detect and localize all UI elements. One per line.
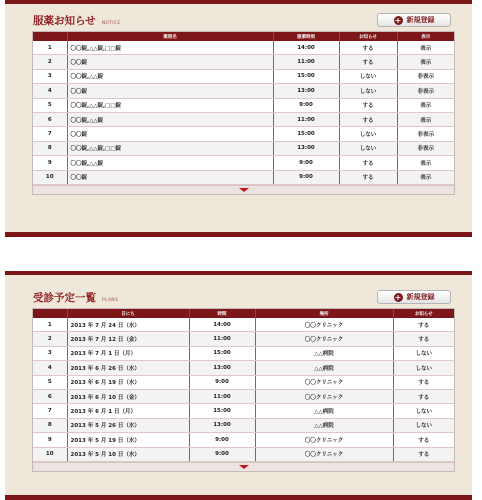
row-number: 3 — [33, 346, 67, 360]
panel-top-bar — [5, 271, 472, 275]
display-setting: 表示 — [397, 112, 454, 126]
plans-title — [33, 290, 118, 305]
drug-names: 〇〇錠 — [67, 127, 273, 141]
visit-date: 2013 年 5 月 10 日（水） — [67, 447, 189, 461]
drug-names: 〇〇錠,△△錠 — [67, 112, 273, 126]
drug-names: 〇〇錠,△△錠 — [67, 69, 273, 83]
visit-date: 2013 年 7 月 1 日（月） — [67, 346, 189, 360]
notify-setting: する — [339, 98, 397, 112]
header-display: 表示 — [397, 32, 454, 41]
row-number: 9 — [33, 433, 67, 447]
row-number: 9 — [33, 156, 67, 170]
visit-date: 2013 年 7 月 12 日（金） — [67, 332, 189, 346]
visit-time: 11:00 — [189, 332, 255, 346]
table-row[interactable] — [33, 361, 454, 375]
visit-date: 2013 年 6 月 19 日（水） — [67, 375, 189, 389]
visit-place: △△病院 — [255, 404, 393, 418]
table-row[interactable] — [33, 389, 454, 403]
header-place: 場所 — [255, 309, 393, 318]
notify-setting: する — [393, 375, 454, 389]
visit-time: 13:00 — [189, 418, 255, 432]
table-row[interactable] — [33, 404, 454, 418]
table-row[interactable] — [33, 84, 454, 98]
plans-more-button[interactable] — [33, 462, 454, 471]
display-setting: 非表示 — [397, 84, 454, 98]
display-setting: 表示 — [397, 55, 454, 69]
notify-setting: しない — [393, 361, 454, 375]
notice-title-text: 服薬お知らせ — [33, 15, 96, 27]
row-number: 10 — [33, 170, 67, 184]
table-row[interactable] — [33, 141, 454, 155]
notify-setting: しない — [339, 141, 397, 155]
visit-place: △△病院 — [255, 346, 393, 360]
table-row[interactable] — [33, 375, 454, 389]
visit-time: 15:00 — [189, 404, 255, 418]
notify-setting: しない — [393, 418, 454, 432]
plus-circle-icon: + — [394, 15, 402, 25]
notice-add-label: 新規登録 — [406, 16, 435, 24]
row-number: 4 — [33, 84, 67, 98]
visit-time: 14:00 — [189, 318, 255, 332]
notify-setting: する — [393, 332, 454, 346]
row-number: 2 — [33, 55, 67, 69]
display-setting: 表示 — [397, 170, 454, 184]
row-number: 5 — [33, 375, 67, 389]
table-row[interactable] — [33, 98, 454, 112]
row-number: 10 — [33, 447, 67, 461]
notify-setting: する — [339, 170, 397, 184]
notice-title-en: NOTICE — [101, 21, 121, 26]
panel-bottom-bar — [5, 232, 472, 237]
visit-place: △△病院 — [255, 361, 393, 375]
table-row[interactable] — [33, 433, 454, 447]
row-number: 8 — [33, 418, 67, 432]
table-row[interactable] — [33, 55, 454, 69]
drug-names: 〇〇錠,△△錠 — [67, 156, 273, 170]
plans-panel — [5, 271, 472, 500]
visit-place: 〇〇クリニック — [255, 447, 393, 461]
table-row[interactable] — [33, 156, 454, 170]
table-row[interactable] — [33, 170, 454, 184]
header-notify: お知らせ — [339, 32, 397, 41]
visit-time: 11:00 — [189, 389, 255, 403]
dose-time: 9:00 — [273, 98, 339, 112]
notify-setting: する — [393, 447, 454, 461]
visit-date: 2013 年 6 月 26 日（水） — [67, 361, 189, 375]
plans-title-text: 受診予定一覧 — [33, 292, 96, 304]
display-setting: 表示 — [397, 98, 454, 112]
display-setting: 表示 — [397, 156, 454, 170]
display-setting: 非表示 — [397, 141, 454, 155]
triangle-down-icon — [239, 465, 249, 469]
dose-time: 13:00 — [273, 141, 339, 155]
row-number: 3 — [33, 69, 67, 83]
header-time: 服薬時刻 — [273, 32, 339, 41]
row-number: 2 — [33, 332, 67, 346]
drug-names: 〇〇錠 — [67, 170, 273, 184]
notify-setting: しない — [339, 69, 397, 83]
dose-time: 9:00 — [273, 170, 339, 184]
table-row[interactable] — [33, 418, 454, 432]
visit-date: 2013 年 5 月 19 日（水） — [67, 433, 189, 447]
drug-names: 〇〇錠 — [67, 55, 273, 69]
header-no — [33, 32, 67, 41]
table-row[interactable] — [33, 447, 454, 461]
notify-setting: する — [339, 41, 397, 55]
notice-header-row — [33, 32, 454, 41]
table-row[interactable] — [33, 41, 454, 55]
dose-time: 11:00 — [273, 112, 339, 126]
visit-time: 13:00 — [189, 361, 255, 375]
visit-time: 9:00 — [189, 433, 255, 447]
plans-add-label: 新規登録 — [406, 293, 435, 301]
visit-time: 15:00 — [189, 346, 255, 360]
notify-setting: する — [339, 55, 397, 69]
visit-time: 9:00 — [189, 447, 255, 461]
notify-setting: する — [339, 156, 397, 170]
row-number: 5 — [33, 98, 67, 112]
panel-top-bar — [5, 0, 472, 4]
display-setting: 非表示 — [397, 69, 454, 83]
header-no — [33, 309, 67, 318]
drug-names: 〇〇錠,△△錠,□□錠 — [67, 41, 273, 55]
table-row[interactable] — [33, 112, 454, 126]
plans-add-button[interactable] — [377, 290, 451, 304]
drug-names: 〇〇錠,△△錠,□□錠 — [67, 141, 273, 155]
row-number: 7 — [33, 127, 67, 141]
row-number: 6 — [33, 112, 67, 126]
notice-table-wrap — [32, 31, 455, 195]
table-row[interactable] — [33, 69, 454, 83]
panel-bottom-bar — [5, 495, 472, 500]
notice-more-button[interactable] — [33, 185, 454, 194]
dose-time: 15:00 — [273, 127, 339, 141]
visit-time: 9:00 — [189, 375, 255, 389]
notify-setting: しない — [393, 346, 454, 360]
visit-date: 2013 年 7 月 24 日（水） — [67, 318, 189, 332]
visit-date: 2013 年 5 月 26 日（水） — [67, 418, 189, 432]
dose-time: 15:00 — [273, 69, 339, 83]
notice-title — [33, 13, 120, 28]
plans-table — [33, 309, 454, 462]
notify-setting: する — [393, 433, 454, 447]
dose-time: 13:00 — [273, 84, 339, 98]
notice-panel — [5, 0, 472, 237]
row-number: 7 — [33, 404, 67, 418]
notify-setting: する — [339, 112, 397, 126]
table-row[interactable] — [33, 346, 454, 360]
notify-setting: する — [393, 389, 454, 403]
drug-names: 〇〇錠,△△錠,□□錠 — [67, 98, 273, 112]
plans-table-wrap — [32, 308, 455, 472]
header-date: 日にち — [67, 309, 189, 318]
triangle-down-icon — [239, 188, 249, 192]
notify-setting: しない — [339, 127, 397, 141]
header-drug: 薬剤名 — [67, 32, 273, 41]
visit-place: 〇〇クリニック — [255, 375, 393, 389]
dose-time: 11:00 — [273, 55, 339, 69]
visit-place: 〇〇クリニック — [255, 433, 393, 447]
row-number: 4 — [33, 361, 67, 375]
table-row[interactable] — [33, 318, 454, 332]
visit-date: 2013 年 6 月 10 日（金） — [67, 389, 189, 403]
dose-time: 9:00 — [273, 156, 339, 170]
notice-table — [33, 32, 454, 185]
visit-place: 〇〇クリニック — [255, 389, 393, 403]
visit-place: 〇〇クリニック — [255, 318, 393, 332]
display-setting: 表示 — [397, 41, 454, 55]
row-number: 1 — [33, 318, 67, 332]
header-notify: お知らせ — [393, 309, 454, 318]
row-number: 1 — [33, 41, 67, 55]
row-number: 8 — [33, 141, 67, 155]
plus-circle-icon: + — [394, 292, 402, 302]
notice-add-button[interactable] — [377, 13, 451, 27]
plans-header-row — [33, 309, 454, 318]
notify-setting: しない — [339, 84, 397, 98]
row-number: 6 — [33, 389, 67, 403]
visit-place: 〇〇クリニック — [255, 332, 393, 346]
table-row[interactable] — [33, 127, 454, 141]
dose-time: 14:00 — [273, 41, 339, 55]
plans-title-en: PLANS — [102, 298, 119, 303]
table-row[interactable] — [33, 332, 454, 346]
drug-names: 〇〇錠 — [67, 84, 273, 98]
notify-setting: しない — [393, 404, 454, 418]
display-setting: 非表示 — [397, 127, 454, 141]
notify-setting: する — [393, 318, 454, 332]
visit-place: △△病院 — [255, 418, 393, 432]
visit-date: 2013 年 6 月 1 日（月） — [67, 404, 189, 418]
header-time: 時間 — [189, 309, 255, 318]
